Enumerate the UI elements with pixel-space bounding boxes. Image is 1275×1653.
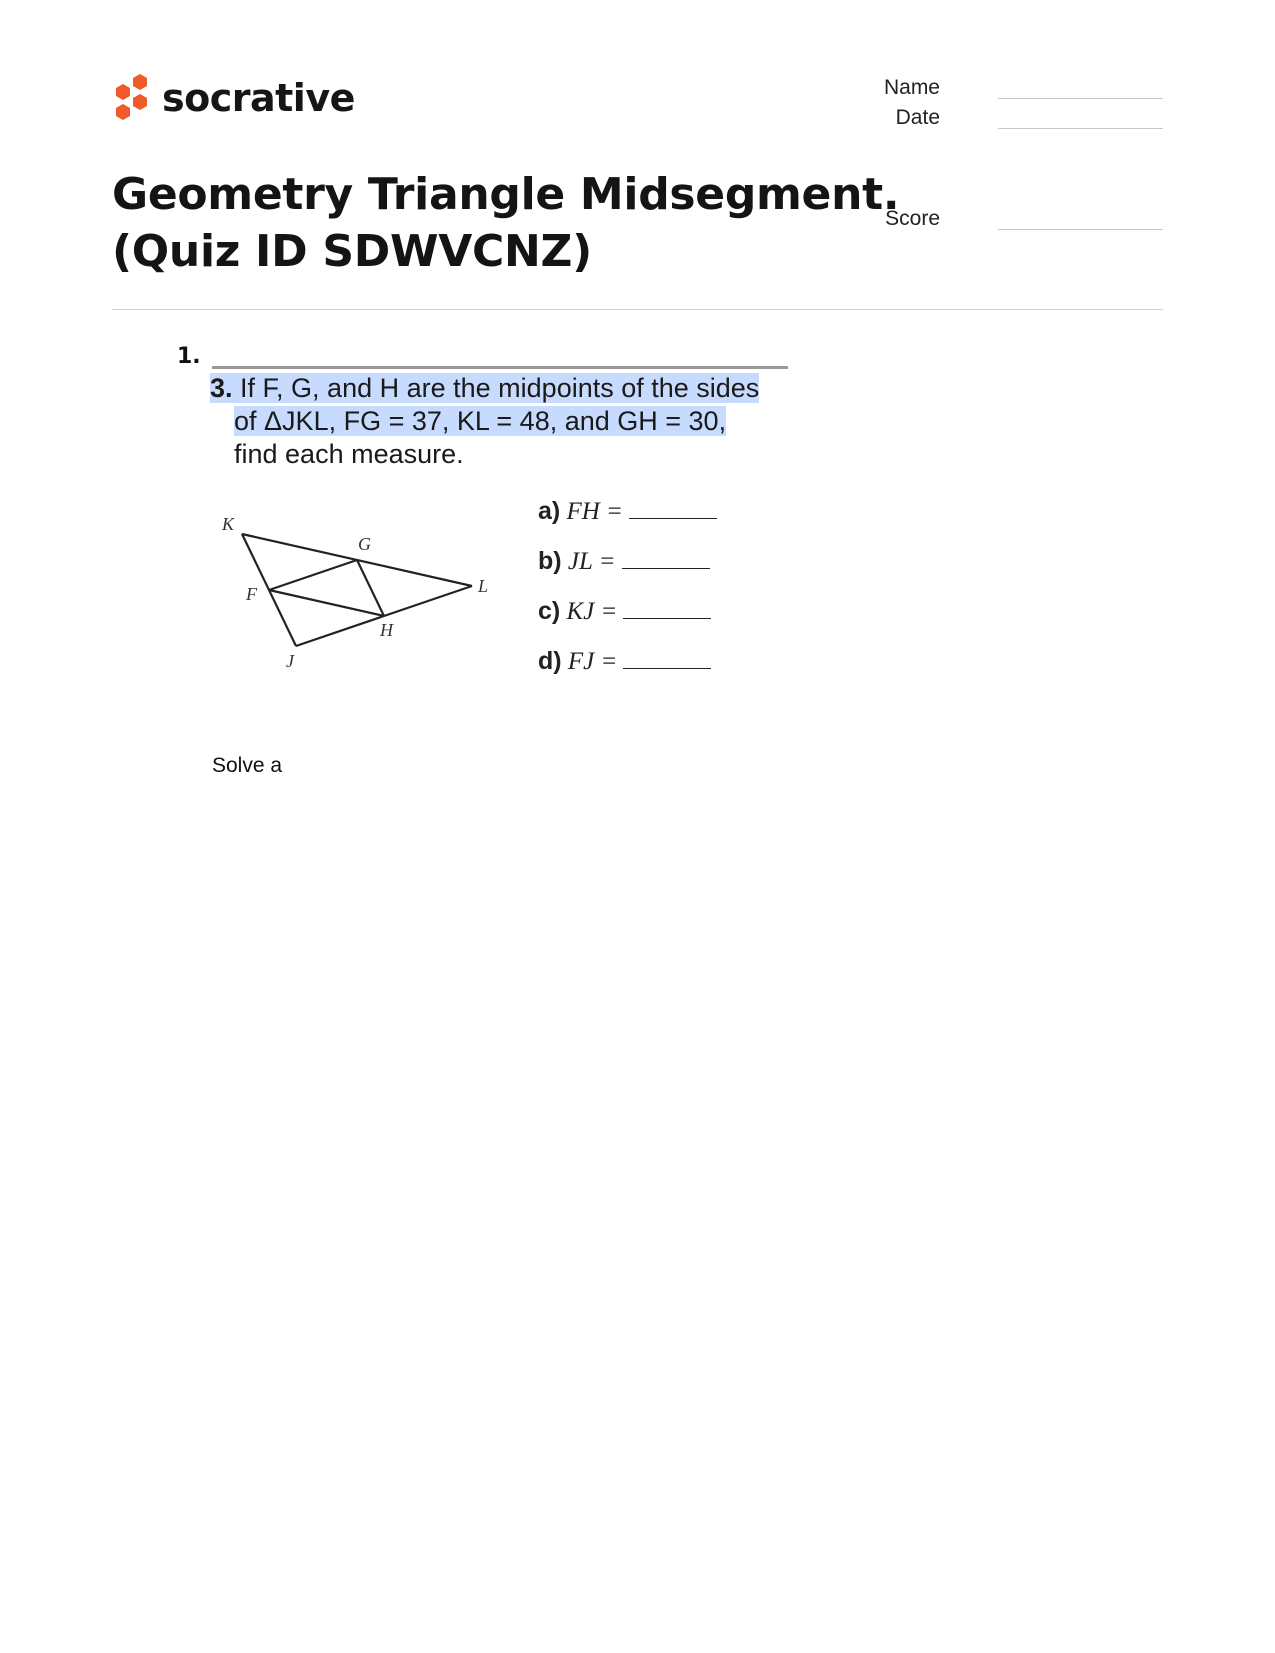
vertex-label-H: H (380, 620, 393, 640)
name-field[interactable] (998, 98, 1163, 99)
prompt-prefix: 3. (210, 373, 233, 403)
midsegment-FG (269, 560, 357, 590)
image-top-rule (212, 366, 788, 369)
date-field[interactable] (998, 128, 1163, 129)
header-divider (112, 309, 1163, 310)
brand-name: socrative (162, 76, 355, 120)
prompt-line-1: If F, G, and H are the midpoints of the sides (240, 373, 760, 403)
title-line-2: (Quiz ID SDWVCNZ) (112, 226, 592, 277)
triangle-diagram (210, 506, 510, 681)
question-image (210, 358, 790, 698)
name-label: Name (883, 76, 940, 99)
midsegment-GH (357, 560, 384, 616)
score-field[interactable] (998, 229, 1163, 230)
vertex-label-K: K (222, 514, 235, 534)
part-b: b) JL = (538, 547, 710, 576)
hexagon-cluster-icon (112, 72, 152, 124)
page-title (112, 166, 912, 280)
vertex-label-J: J (286, 651, 294, 671)
vertex-label-L: L (478, 576, 489, 596)
part-c: c) KJ = (538, 597, 711, 626)
part-a-blank[interactable] (629, 518, 717, 519)
score-label: Score (885, 207, 940, 230)
part-b-blank[interactable] (622, 568, 710, 569)
prompt-line-2: of ΔJKL, FG = 37, KL = 48, and GH = 30, (234, 406, 727, 436)
vertex-label-G: G (358, 534, 371, 554)
date-label: Date (895, 106, 940, 129)
title-line-1: Geometry Triangle Midsegment. (112, 169, 900, 220)
vertex-label-F: F (246, 584, 257, 604)
socrative-logo (112, 72, 355, 124)
part-d: d) FJ = (538, 647, 711, 676)
prompt-line-3: find each measure. (234, 439, 464, 469)
answer-text: Solve a (212, 754, 283, 777)
part-c-blank[interactable] (623, 618, 711, 619)
question-prompt (210, 372, 780, 471)
part-a: a) FH = (538, 497, 717, 526)
part-d-blank[interactable] (623, 668, 711, 669)
question-number: 1. (177, 344, 201, 369)
midsegment-FH (269, 590, 384, 616)
